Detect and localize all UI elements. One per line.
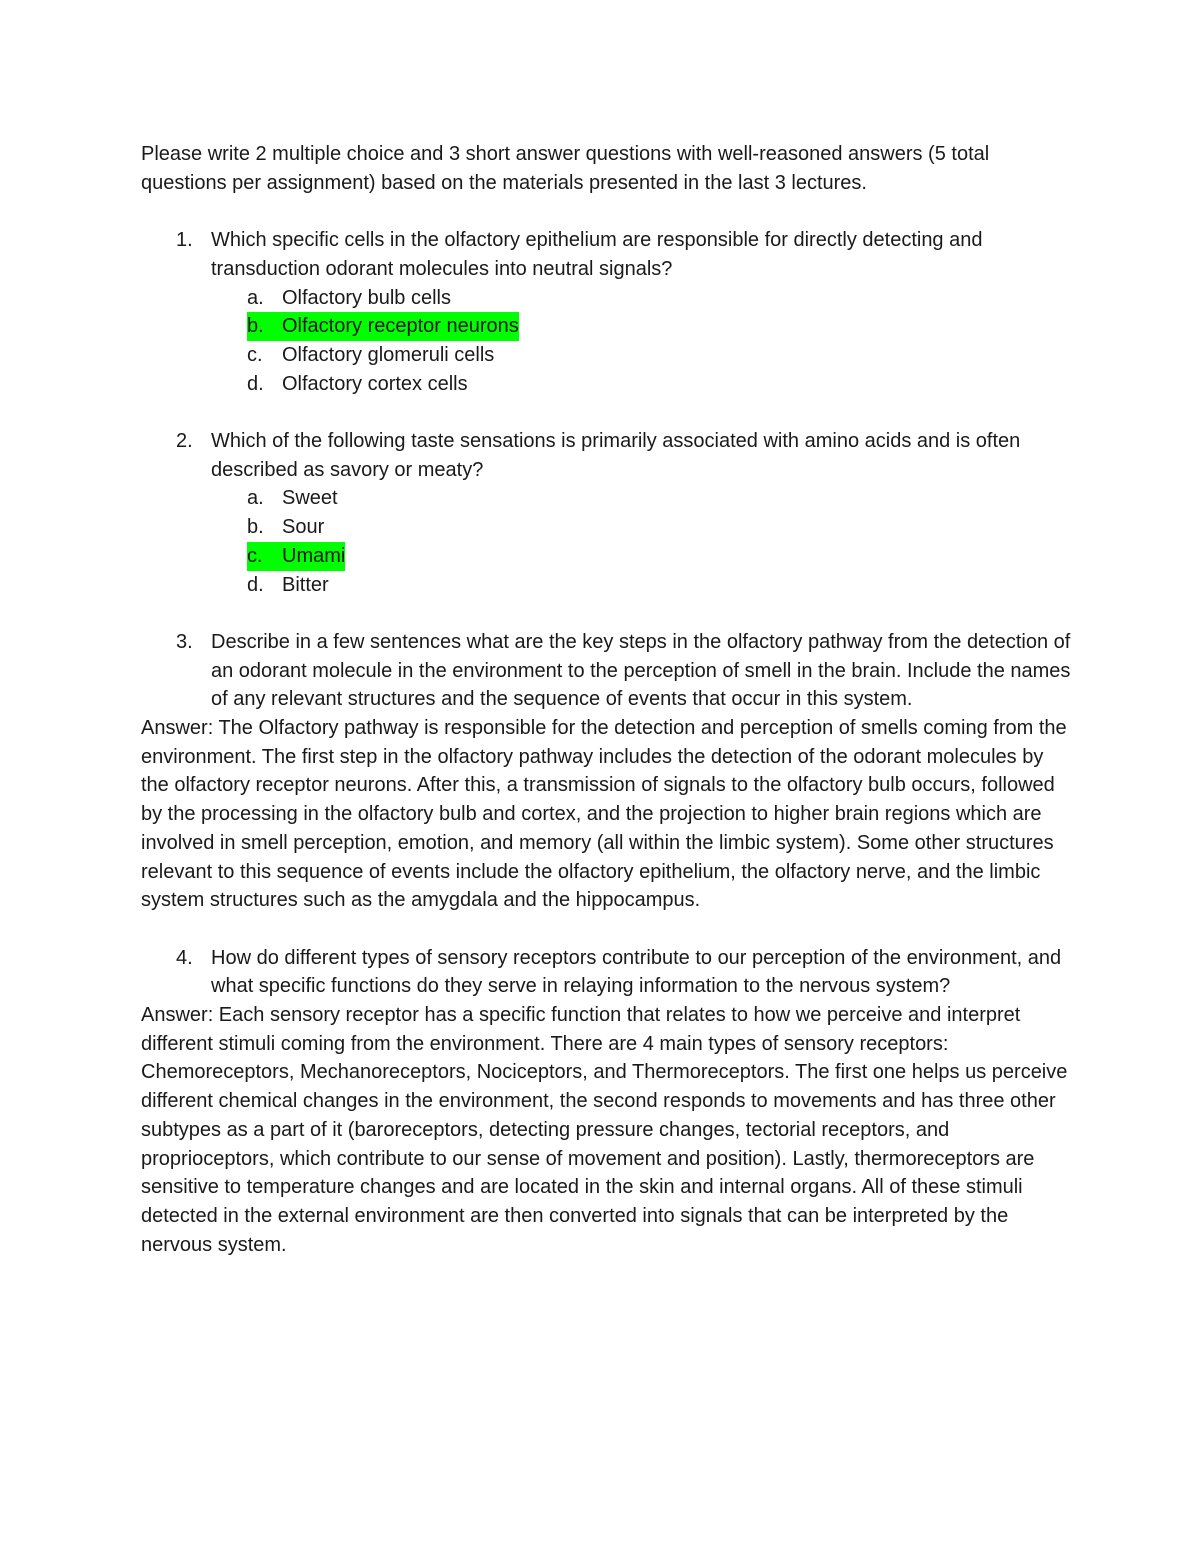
option-d: [141, 370, 1071, 399]
option-text: Sweet: [282, 487, 338, 510]
question-number: 4.: [176, 946, 193, 969]
option-text: Olfactory cortex cells: [282, 372, 468, 395]
option-b-correct: [141, 312, 1071, 341]
correct-answer-highlight: [247, 312, 519, 341]
option-letter: b.: [247, 516, 264, 539]
question-3: [141, 628, 1071, 915]
option-letter: d.: [247, 372, 264, 395]
option-c-correct: [141, 542, 1071, 571]
option-d: [141, 571, 1071, 600]
answer-options: [141, 284, 1071, 399]
option-letter: a.: [247, 286, 264, 309]
question-text: Describe in a few sentences what are the key steps in the olfactory pathway from the detection of an odorant molecule in the environment to the perception of smell in the brain. Include the names of any relevant structures and the sequence of events that occur in this system.: [211, 630, 1071, 711]
answer-paragraph: Answer: The Olfactory pathway is responsible for the detection and perception of smells coming from the environment. The first step in the olfactory pathway includes the detection of the odorant molecules by the olfactory receptor neurons. After this, a transmission of signals to the olfactory bulb occurs, followed by the processing in the olfactory bulb and cortex, and the projection to higher brain regions which are involved in smell perception, emotion, and memory (all within the limbic system). Some other structures relevant to this sequence of events include the olfactory epithelium, the olfactory nerve, and the limbic system structures such as the amygdala and the hippocampus.: [141, 717, 1067, 912]
option-b: [141, 513, 1071, 542]
option-text: Olfactory glomeruli cells: [282, 343, 495, 366]
question-number: 1.: [176, 229, 193, 252]
assignment-instructions: Please write 2 multiple choice and 3 short answer questions with well-reasoned answers (5 total questions per assignment) based on the materials presented in the last 3 lectures.: [141, 143, 990, 194]
option-letter: c.: [247, 544, 263, 567]
option-a: [141, 484, 1071, 513]
question-number: 2.: [176, 430, 193, 452]
document-page: [141, 140, 1071, 1259]
question-text: Which of the following taste sensations is primarily associated with amino acids and is often described as savory or meaty?: [211, 430, 1021, 481]
option-text: Olfactory bulb cells: [282, 286, 451, 309]
answer-options: [141, 484, 1071, 599]
option-text: Bitter: [282, 573, 329, 596]
option-text: Sour: [282, 516, 325, 539]
option-a: [141, 284, 1071, 313]
question-number: 3.: [176, 630, 193, 653]
question-text: How do different types of sensory receptors contribute to our perception of the environment, and what specific functions do they serve in relaying information to the nervous system?: [211, 946, 1062, 998]
option-letter: a.: [247, 487, 264, 510]
question-1: [141, 226, 1071, 398]
option-letter: c.: [247, 343, 263, 366]
question-2: [141, 427, 1071, 599]
option-text: Umami: [282, 544, 346, 567]
option-letter: b.: [247, 315, 264, 338]
answer-paragraph: Answer: Each sensory receptor has a specific function that relates to how we perceive and interpret different stimuli coming from the environment. There are 4 main types of sensory receptors: Chemoreceptors, Mechanoreceptors, Nociceptors, and Thermoreceptors. The first one helps us perceive different chemical changes in the environment, the second responds to movements and has three other subtypes as a part of it (baroreceptors, detecting pressure changes, tectorial receptors, and proprioceptors, which contribute to our sense of movement and position). Lastly, thermoreceptors are sensitive to temperature changes and are located in the skin and internal organs. All of these stimuli detected in the external environment are then converted into signals that can be interpreted by the nervous system.: [141, 1004, 1068, 1256]
correct-answer-highlight: [247, 542, 345, 571]
question-4: [141, 944, 1071, 1260]
question-text: Which specific cells in the olfactory epithelium are responsible for directly detecting and transduction odorant molecules into neutral signals?: [211, 229, 983, 280]
option-letter: d.: [247, 573, 264, 596]
option-text: Olfactory receptor neurons: [282, 315, 519, 338]
option-c: [141, 341, 1071, 370]
